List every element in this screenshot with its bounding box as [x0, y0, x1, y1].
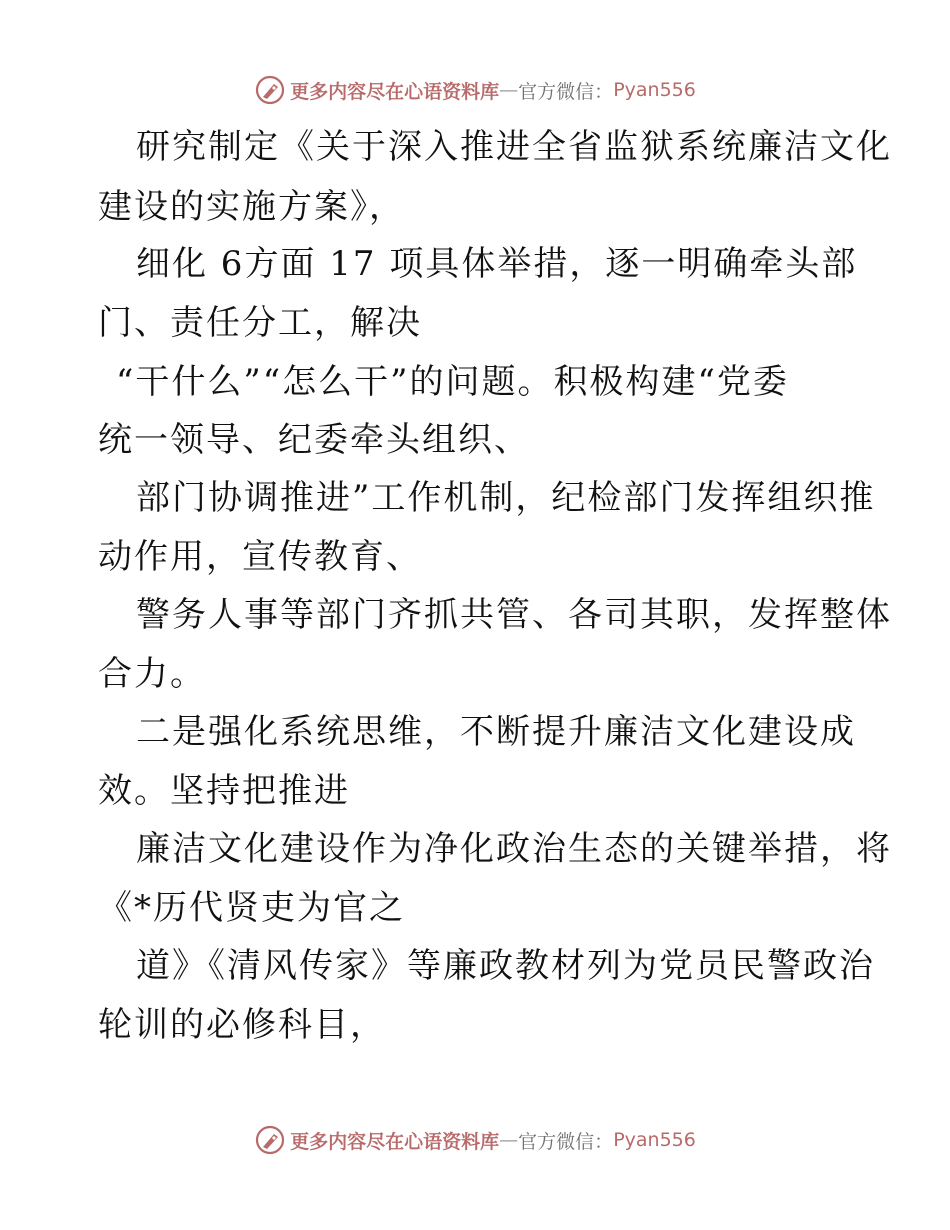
- watermark-official-text: 官方微信：: [518, 80, 614, 103]
- paragraph-line: 门、责任分工，解决: [98, 303, 422, 343]
- paragraph-line: “干什么”“怎么干”的问题。积极构建“党委: [116, 362, 789, 402]
- paragraph-line: 道》《清风传家》等廉政教材列为党员民警政治: [136, 946, 875, 986]
- paragraph-line: 合力。: [98, 654, 206, 694]
- pen-nib-circle-icon: [254, 1124, 286, 1156]
- paragraph-line: 统一领导、纪委牵头组织、: [98, 420, 530, 460]
- paragraph-line: 建设的实施方案》，: [98, 187, 405, 227]
- watermark-account: Pyan556: [613, 79, 696, 101]
- paragraph-line: 警务人事等部门齐抓共管、各司其职，发挥整体: [136, 595, 892, 635]
- paragraph-line: 轮训的必修科目，: [98, 1005, 386, 1045]
- watermark-site-text: 更多内容尽在心语资料库: [290, 1130, 500, 1153]
- paragraph-line: 细化 6方面 17 项具体举措，逐一明确牵头部: [136, 244, 858, 284]
- paragraph-line: 廉洁文化建设作为净化政治生态的关键举措，将: [136, 829, 892, 869]
- pen-nib-circle-icon: [254, 74, 286, 106]
- paragraph-line: 《*历代贤吏为官之: [98, 888, 405, 928]
- paragraph-line: 研究制定《关于深入推进全省监狱系统廉洁文化: [136, 127, 892, 167]
- watermark-account: Pyan556: [613, 1129, 696, 1151]
- watermark-dash: —: [499, 79, 519, 101]
- paragraph-line: 效。坚持把推进: [98, 771, 350, 811]
- paragraph-line: 动作用，宣传教育、: [98, 537, 422, 577]
- watermark-official-text: 官方微信：: [518, 1130, 614, 1153]
- paragraph-line: 部门协调推进”工作机制，纪检部门发挥组织推: [136, 478, 876, 518]
- paragraph-line: 二是强化系统思维，不断提升廉洁文化建设成: [136, 712, 856, 752]
- watermark-site-text: 更多内容尽在心语资料库: [290, 80, 500, 103]
- watermark-dash: —: [499, 1129, 519, 1151]
- header-watermark: [0, 72, 950, 108]
- footer-watermark: [0, 1122, 950, 1158]
